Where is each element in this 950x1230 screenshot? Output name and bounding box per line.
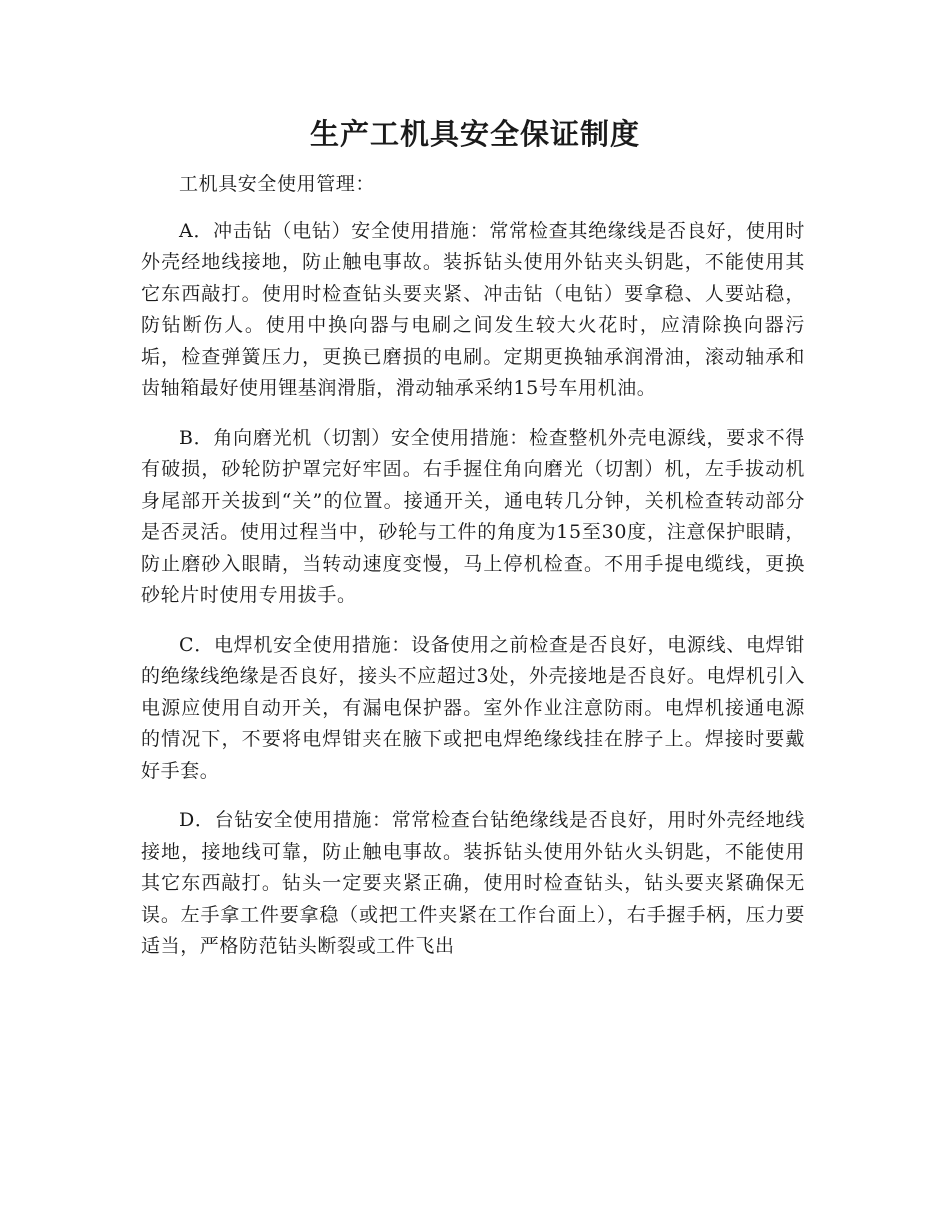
section-d-paragraph: D．台钻安全使用措施：常常检查台钻绝缘线是否良好，用时外壳经地线接地，接地线可靠，防止触电事故。装拆钻头使用外钻火头钥匙，不能使用其它东西敲打。钻头一定要夹紧正确，使用时检查钻头，钻头要夹紧确保无误。左手拿工件要拿稳（或把工件夹紧在工作台面上），右手握手柄，压力要适当，严格防范钻头断裂或工件飞出: [141, 809, 805, 957]
section-c-paragraph: C．电焊机安全使用措施：设备使用之前检查是否良好，电源线、电焊钳的绝缘线绝缘是否良好，接头不应超过3处，外壳接地是否良好。电焊机引入电源应使用自动开关，有漏电保护器。室外作业注意防雨。电焊机接通电源的情况下，不要将电焊钳夹在腋下或把电焊绝缘线挂在脖子上。焊接时要戴好手套。: [141, 633, 805, 782]
section-b-paragraph: B．角向磨光机（切割）安全使用措施：检查整机外壳电源线，要求不得有破损，砂轮防护罩完好牢固。右手握住角向磨光（切割）机，左手拔动机身尾部开关拔到“关”的位置。接通开关，通电转几分钟，关机检查转动部分是否灵活。使用过程当中，砂轮与工件的角度为15至30度，注意保护眼睛，防止磨砂入眼睛，当转动速度变慢，马上停机检查。不用手提电缆线，更换砂轮片时使用专用拔手。: [141, 426, 805, 606]
section-a-paragraph: A．冲击钻（电钻）安全使用措施：常常检查其绝缘线是否良好，使用时外壳经地线接地，防止触电事故。装拆钻头使用外钻夹头钥匙，不能使用其它东西敲打。使用时检查钻头要夹紧、冲击钻（电钻）要拿稳、人要站稳，防钻断伤人。使用中换向器与电刷之间发生较大火花时，应清除换向器污垢，检查弹簧压力，更换已磨损的电刷。定期更换轴承润滑油，滚动轴承和齿轴箱最好使用锂基润滑脂，滑动轴承采纳15号车用机油。: [141, 219, 805, 399]
document-title: 生产工机具安全保证制度: [309, 117, 640, 151]
document-body: [141, 169, 805, 981]
intro-paragraph: 工机具安全使用管理：: [179, 173, 376, 195]
